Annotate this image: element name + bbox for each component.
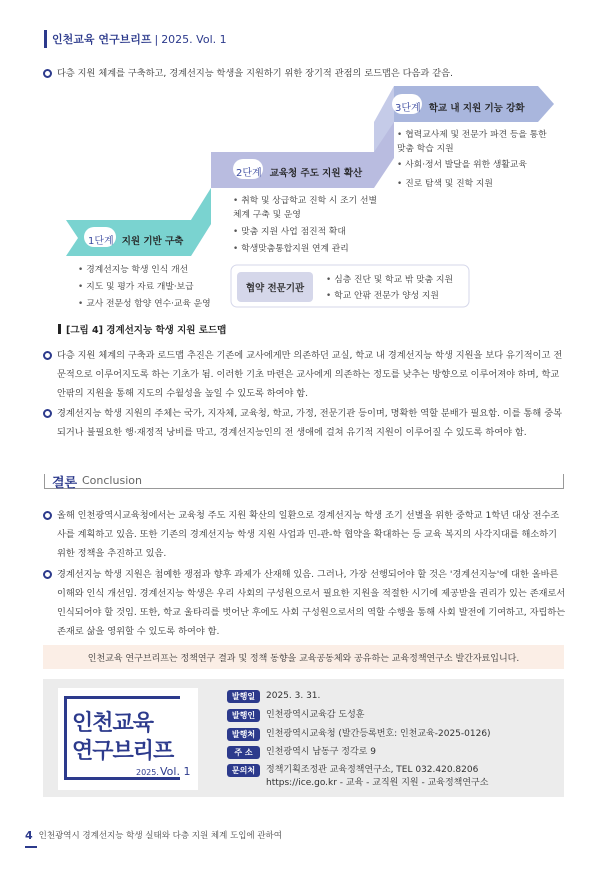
stage1-item: • 지도 및 평가 자료 개발·보급 <box>78 282 194 292</box>
bullet-ring-icon <box>43 511 52 520</box>
stage2-number: 2단계 <box>236 168 262 179</box>
colophon-value: 정책기획조정관 교육정책연구소, TEL 032.420.8206 <box>266 765 479 775</box>
colophon-value: 인천광역시 남동구 정각로 9 <box>266 747 376 757</box>
footer-accent-line <box>25 846 37 848</box>
caption-text: [그림 4] 경계선지능 학생 지원 로드맵 <box>66 325 227 336</box>
colophon-tag: 발행인 <box>227 709 260 722</box>
stage1-item: • 교사 전문성 함양 연수·교육 운영 <box>78 299 211 309</box>
stage1-number: 1단계 <box>88 236 114 247</box>
colophon-row-address <box>227 746 376 760</box>
bullet-ring-icon <box>43 570 52 579</box>
footer-title: 인천광역시 경계선지능 학생 실태와 다층 지원 체계 도입에 관하여 <box>38 831 282 841</box>
body-paragraph: 다층 지원 체계의 구축과 로드맵 추진은 기존에 교사에게만 의존하던 교실, 학교 내 경계선지능 학생 지원을 보다 유기적이고 전문적으로 이루어지도록 하는 기초가 됨. 이러한 기초 마련은 교사에게 의존하는 정도를 낮추는 방향으로 이루어져야 하며, 학교 안팎의 지원을 통해 지도의 수월성을 높일 수 있도록 하여야 함. <box>43 346 568 403</box>
colophon-tag: 발행처 <box>227 728 260 741</box>
stage3-item: • 협력교사제 및 전문가 파견 등을 통한 맞춤 학습 지원 <box>397 130 547 154</box>
agency-label: 협약 전문기관 <box>237 272 313 302</box>
caption-marker <box>58 324 61 334</box>
stage2-item: • 맞춤 지원 사업 점진적 확대 <box>233 227 346 237</box>
conclusion-title-en: Conclusion <box>82 474 142 487</box>
intro-text: 다층 지원 체계를 구축하고, 경계선지능 학생을 지원하기 위한 장기적 관점의 로드맵은 다음과 같음. <box>57 68 453 79</box>
stage2-label <box>236 164 362 179</box>
page-number: 4 <box>25 828 33 842</box>
colophon-row-publisher <box>227 709 365 723</box>
logo-vol: Vol. 1 <box>160 765 191 778</box>
conclusion-paragraph: 경계선지능 학생 지원은 첨예한 쟁점과 향후 과제가 산재해 있음. 그러나, 가장 선행되어야 할 것은 '경계선지능'에 대한 올바른 이해와 인식 개선임. 경계선지능 학생은 우리 사회의 구성원으로서 필요한 지원을 적절한 시기에 제공받을 권리가 있는 존재로서 인식되어야 할 것임. 또한, 학교 울타리를 벗어난 후에도 사회 구성원으로서의 역할 수행을 통해 사회 발전에 기여하고, 자립하는 존재로 삶을 영위할 수 있도록 하여야 함. <box>43 565 568 641</box>
colophon-row-contact <box>227 764 488 792</box>
stage3-label <box>395 99 525 114</box>
stage3-number: 3단계 <box>395 103 421 114</box>
agency-item: • 학교 안팎 전문가 양성 지원 <box>326 291 439 301</box>
colophon-value: 인천광역시교육감 도성훈 <box>266 710 365 720</box>
bullet-ring-icon <box>43 409 52 418</box>
header-title: 인천교육 연구브리프 <box>52 33 152 46</box>
brief-logo <box>58 688 198 790</box>
stage1-item: • 경계선지능 학생 인식 개선 <box>78 265 189 275</box>
publication-notice: 인천교육 연구브리프는 정책연구 결과 및 정책 동향을 교육공동체와 공유하는 교육정책연구소 발간자료입니다. <box>43 645 564 669</box>
stage1-label <box>88 232 183 247</box>
stage3-item: • 진로 탐색 및 진학 지원 <box>397 179 493 189</box>
figure-caption <box>58 322 226 336</box>
conclusion-underline <box>44 488 564 489</box>
body-paragraph: 경계선지능 학생 지원의 주체는 국가, 지자체, 교육청, 학교, 가정, 전문기관 등이며, 명확한 역할 분배가 필요함. 이를 통해 중복되거나 불필요한 행·재정적 낭비를 막고, 경계선지능인의 전 생애에 걸쳐 유기적 지원이 이루어질 수 있도록 하여야 함. <box>43 404 568 442</box>
header-issue: 2025. Vol. 1 <box>161 32 227 46</box>
stage1-title: 지원 기반 구축 <box>121 236 184 247</box>
roadmap-figure <box>0 0 608 340</box>
colophon-value: 2025. 3. 31. <box>266 691 321 701</box>
logo-line1: 인천교육 <box>72 711 154 736</box>
conclusion-left-rule <box>44 474 45 488</box>
stage2-item: • 학생맞춤통합지원 연계 관리 <box>233 244 349 254</box>
colophon-tag: 발행일 <box>227 690 260 703</box>
conclusion-title-ko: 결론 <box>52 476 78 491</box>
bullet-ring-icon <box>43 351 52 360</box>
stage3-item: • 사회·정서 발달을 위한 생활교육 <box>397 160 527 170</box>
conclusion-heading <box>44 474 564 491</box>
logo-line2: 연구브리프 <box>72 739 174 764</box>
page-footer <box>25 827 282 843</box>
colophon-row-issuer <box>227 728 491 742</box>
colophon-row-date <box>227 690 320 704</box>
colophon-value: 인천광역시교육청 (발간등록번호: 인천교육-2025-0126) <box>266 729 491 739</box>
stage2-title: 교육청 주도 지원 확산 <box>269 168 363 179</box>
agency-item: • 심층 진단 및 학교 밖 맞춤 지원 <box>326 275 453 285</box>
conclusion-right-rule <box>563 474 564 488</box>
colophon-tag: 주 소 <box>227 746 260 759</box>
stage2-item: • 취학 및 상급학교 진학 시 조기 선별 체계 구축 및 운영 <box>233 196 377 220</box>
header-separator: | <box>154 32 159 46</box>
logo-year: 2025. <box>136 768 159 777</box>
stage3-title: 학교 내 지원 기능 강화 <box>428 103 525 114</box>
conclusion-paragraph: 올해 인천광역시교육청에서는 교육청 주도 지원 확산의 일환으로 경계선지능 학생 조기 선별을 위한 중학교 1학년 대상 전수조사를 계획하고 있음. 또한 기존의 경계선지능 학생 지원 사업과 민-관-학 협약을 확대하는 등 교육 복지의 사각지대를 해소하기 위한 정책을 추진하고 있음. <box>43 506 568 563</box>
colophon-link[interactable]: https://ice.go.kr - 교육 - 교직원 지원 - 교육정책연구소 <box>266 778 489 788</box>
colophon-tag: 문의처 <box>227 764 260 777</box>
